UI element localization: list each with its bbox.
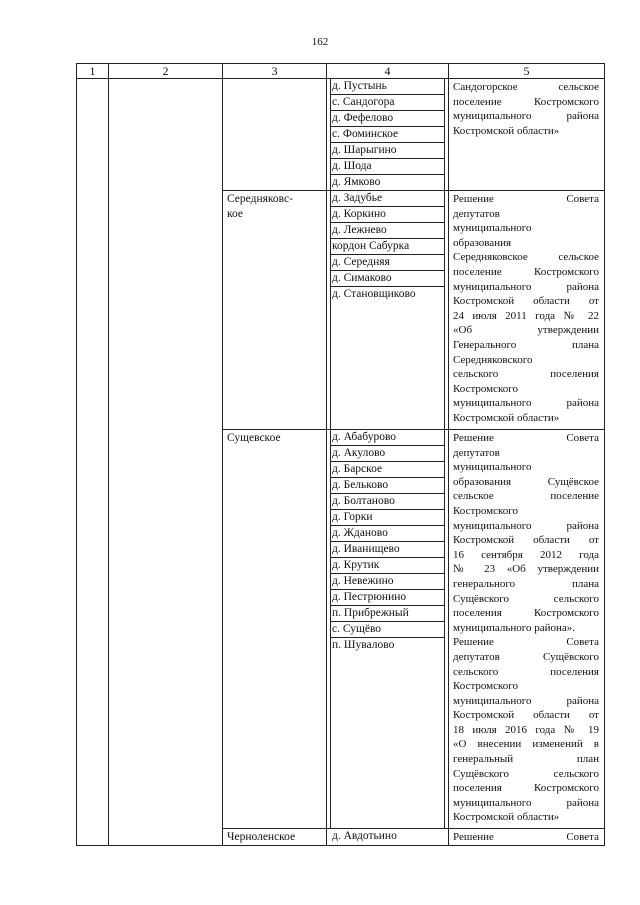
settlement-name: Сущевское	[227, 432, 281, 444]
column-header-4: 4	[384, 64, 391, 78]
village-name: д. Авдотьино	[332, 830, 397, 842]
village-name: д. Задубье	[332, 192, 383, 204]
village-name: д. Барское	[332, 463, 383, 475]
village-name: д. Горки	[332, 511, 373, 523]
decision-text: Решение Совета	[453, 831, 599, 843]
settlement-name: Середняковс- кое	[227, 193, 293, 220]
decision-text: Сандогорское сельское поселение Костромского муниципального района Костромской области»	[453, 81, 599, 137]
column-header-5: 5	[523, 64, 530, 78]
village-name: д. Ямково	[332, 176, 381, 188]
village-name: с. Сущёво	[332, 623, 382, 635]
village-name: д. Коркино	[332, 208, 386, 220]
decision-text: Решение Совета депутатов муниципального образования Середняковское сельское поселение Костромского муниципального района Костромской области от 24 июля 2011 года № 22 «Об утверждении Генерального плана Середняковского сельского поселения Костромского муниципального района Костромской области»	[453, 193, 599, 424]
village-name: д. Лежнево	[332, 224, 387, 236]
village-name: д. Становщиково	[332, 288, 416, 300]
village-name: д. Бельково	[332, 479, 389, 491]
village-name: д. Крутик	[332, 559, 380, 571]
column-header-1: 1	[89, 64, 96, 78]
column-header-3: 3	[271, 64, 278, 78]
village-name: п. Прибрежный	[332, 607, 409, 619]
village-name: д. Шарыгино	[332, 144, 397, 156]
village-name: с. Сандогора	[332, 96, 395, 108]
column-header-2: 2	[162, 64, 169, 78]
village-name: д. Жданово	[332, 527, 388, 539]
village-name: кордон Сабурка	[332, 240, 410, 252]
village-name: д. Пустынь	[332, 80, 387, 92]
page-number: 162	[311, 36, 329, 48]
village-name: п. Шувалово	[332, 639, 395, 651]
village-name: д. Шода	[332, 160, 372, 172]
village-name: д. Болтаново	[332, 495, 395, 507]
village-name: д. Пестрюнино	[332, 591, 407, 603]
village-name: д. Середняя	[332, 256, 390, 268]
village-name: д. Невежино	[332, 575, 394, 587]
village-name: с. Фоминское	[332, 128, 399, 140]
village-name: д. Абабурово	[332, 431, 397, 443]
village-name: д. Иванищево	[332, 543, 400, 555]
village-name: д. Акулово	[332, 447, 386, 459]
village-name: д. Фефелово	[332, 112, 394, 124]
village-name: д. Симаково	[332, 272, 392, 284]
decision-text: Решение Совета депутатов муниципального образования Сущёвское сельское поселение Костромского муниципального района Костромской области от 16 сентября 2012 года № 23 «Об утверждении генерального плана Сущёвского сельского поселения Костромского муниципального района». Решение Совета депутатов Сущёвского сельского поселения Костромского муниципального района Костромской области от 18 июля 2016 года № 19 «О внесении изменений в генеральный план Сущёвского сельского поселения Костромского муниципального района Костромской области»	[453, 432, 599, 824]
settlement-name: Черноленское	[227, 831, 296, 843]
